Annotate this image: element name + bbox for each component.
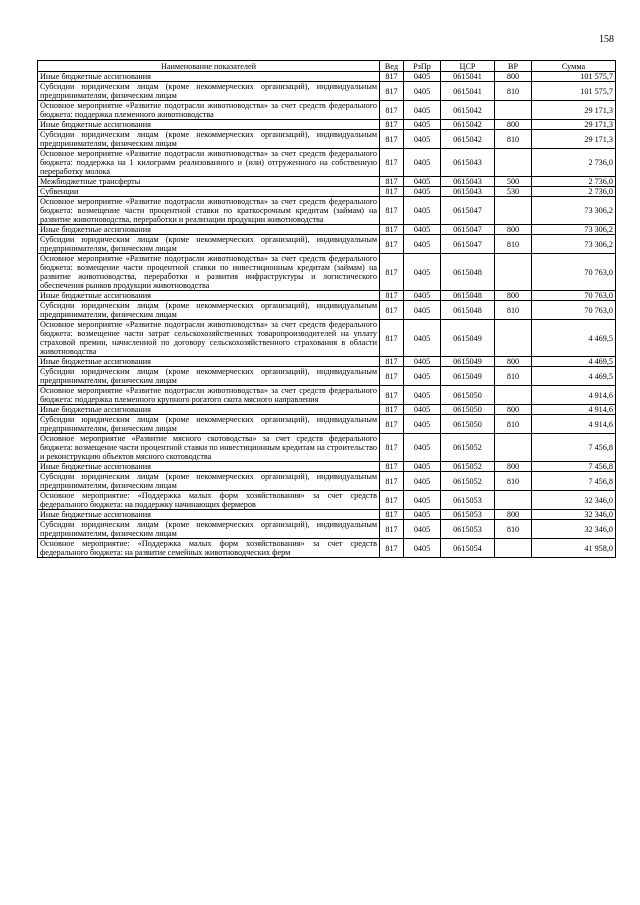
cell-sum: 70 763,0	[532, 301, 616, 320]
cell-csr: 0615041	[441, 72, 495, 82]
cell-sum: 70 763,0	[532, 291, 616, 301]
cell-ved: 817	[380, 320, 404, 357]
cell-vr: 810	[495, 520, 532, 539]
column-header-sum: Сумма	[532, 61, 616, 72]
cell-vr	[495, 149, 532, 177]
cell-vr	[495, 197, 532, 225]
table-row	[38, 539, 616, 558]
cell-rzpr: 0405	[404, 82, 441, 101]
cell-vr: 810	[495, 235, 532, 254]
cell-rzpr: 0405	[404, 101, 441, 120]
cell-sum: 29 171,3	[532, 101, 616, 120]
cell-csr: 0615042	[441, 130, 495, 149]
cell-sum: 32 346,0	[532, 510, 616, 520]
cell-csr: 0615052	[441, 462, 495, 472]
cell-rzpr: 0405	[404, 177, 441, 187]
cell-sum: 41 958,0	[532, 539, 616, 558]
cell-sum: 4 469,5	[532, 320, 616, 357]
cell-csr: 0615050	[441, 405, 495, 415]
cell-csr: 0615048	[441, 254, 495, 291]
cell-name: Иные бюджетные ассигнования	[38, 405, 380, 415]
cell-ved: 817	[380, 291, 404, 301]
cell-sum: 29 171,3	[532, 130, 616, 149]
cell-ved: 817	[380, 357, 404, 367]
cell-vr	[495, 386, 532, 405]
cell-name: Иные бюджетные ассигнования	[38, 510, 380, 520]
cell-name: Основное мероприятие «Развитие мясного скотоводства» за счет средств федерального бюджета: возмещение части процентной ставки по инвестиционным кредитам на строительство и реконструкцию объектов мясного скотоводства	[38, 434, 380, 462]
table-row	[38, 72, 616, 82]
cell-csr: 0615048	[441, 291, 495, 301]
cell-ved: 817	[380, 235, 404, 254]
cell-ved: 817	[380, 510, 404, 520]
cell-sum: 4 914,6	[532, 415, 616, 434]
table-row	[38, 254, 616, 291]
column-header-vr: ВР	[495, 61, 532, 72]
cell-name: Основное мероприятие «Развитие подотрасли животноводства» за счет средств федерального бюджета: поддержка на 1 килограмм реализованного и (или) отгруженного на собственную переработку молока	[38, 149, 380, 177]
cell-csr: 0615043	[441, 187, 495, 197]
cell-csr: 0615047	[441, 235, 495, 254]
table-row	[38, 177, 616, 187]
cell-csr: 0615053	[441, 491, 495, 510]
cell-sum: 29 171,3	[532, 120, 616, 130]
cell-rzpr: 0405	[404, 130, 441, 149]
table-row	[38, 434, 616, 462]
cell-rzpr: 0405	[404, 320, 441, 357]
cell-rzpr: 0405	[404, 149, 441, 177]
cell-rzpr: 0405	[404, 120, 441, 130]
cell-name: Иные бюджетные ассигнования	[38, 462, 380, 472]
cell-sum: 73 306,2	[532, 225, 616, 235]
cell-csr: 0615050	[441, 415, 495, 434]
cell-vr	[495, 539, 532, 558]
cell-vr	[495, 491, 532, 510]
cell-sum: 73 306,2	[532, 235, 616, 254]
cell-rzpr: 0405	[404, 510, 441, 520]
cell-ved: 817	[380, 72, 404, 82]
table-row	[38, 301, 616, 320]
cell-sum: 32 346,0	[532, 491, 616, 510]
cell-csr: 0615043	[441, 149, 495, 177]
cell-name: Субсидии юридическим лицам (кроме некоммерческих организаций), индивидуальным предпринимателям, физическим лицам	[38, 235, 380, 254]
cell-csr: 0615053	[441, 510, 495, 520]
cell-name: Субвенции	[38, 187, 380, 197]
cell-name: Иные бюджетные ассигнования	[38, 357, 380, 367]
cell-rzpr: 0405	[404, 472, 441, 491]
cell-ved: 817	[380, 101, 404, 120]
page-number: 158	[599, 34, 614, 45]
cell-ved: 817	[380, 434, 404, 462]
cell-name: Основное мероприятие: «Поддержка малых форм хозяйствования» за счет средств федерального бюджета: на развитие семейных животноводческих ферм	[38, 539, 380, 558]
table-row	[38, 120, 616, 130]
cell-rzpr: 0405	[404, 225, 441, 235]
cell-rzpr: 0405	[404, 254, 441, 291]
table-row	[38, 235, 616, 254]
cell-name: Основное мероприятие «Развитие подотрасли животноводства» за счет средств федерального бюджета: возмещение части процентной ставки по краткосрочным кредитам (займам) на развитие животноводства, переработки и реализации продукции животноводства	[38, 197, 380, 225]
table-row	[38, 320, 616, 357]
cell-name: Субсидии юридическим лицам (кроме некоммерческих организаций), индивидуальным предпринимателям, физическим лицам	[38, 415, 380, 434]
cell-vr: 800	[495, 405, 532, 415]
cell-ved: 817	[380, 367, 404, 386]
column-header-ved: Вед	[380, 61, 404, 72]
cell-csr: 0615053	[441, 520, 495, 539]
cell-rzpr: 0405	[404, 235, 441, 254]
cell-name: Основное мероприятие «Развитие подотрасли животноводства» за счет средств федерального бюджета: поддержка племенного животноводства	[38, 101, 380, 120]
cell-rzpr: 0405	[404, 367, 441, 386]
table-row	[38, 187, 616, 197]
cell-vr: 810	[495, 82, 532, 101]
cell-name: Иные бюджетные ассигнования	[38, 72, 380, 82]
cell-vr: 810	[495, 367, 532, 386]
table-row	[38, 82, 616, 101]
cell-sum: 7 456,8	[532, 472, 616, 491]
cell-ved: 817	[380, 301, 404, 320]
cell-ved: 817	[380, 405, 404, 415]
cell-csr: 0615049	[441, 357, 495, 367]
cell-ved: 817	[380, 82, 404, 101]
cell-vr	[495, 101, 532, 120]
table-row	[38, 520, 616, 539]
cell-ved: 817	[380, 177, 404, 187]
cell-csr: 0615054	[441, 539, 495, 558]
cell-csr: 0615041	[441, 82, 495, 101]
cell-ved: 817	[380, 520, 404, 539]
cell-sum: 101 575,7	[532, 72, 616, 82]
cell-name: Иные бюджетные ассигнования	[38, 120, 380, 130]
cell-name: Основное мероприятие «Развитие подотрасли животноводства» за счет средств федерального бюджета: возмещение части затрат сельскохозяйственных товаропроизводителей на уплату страховой премии, начисленной по договору сельскохозяйственного страхования в области животноводства	[38, 320, 380, 357]
cell-ved: 817	[380, 415, 404, 434]
cell-rzpr: 0405	[404, 491, 441, 510]
cell-rzpr: 0405	[404, 405, 441, 415]
table-row	[38, 472, 616, 491]
cell-sum: 73 306,2	[532, 197, 616, 225]
cell-vr	[495, 320, 532, 357]
cell-name: Субсидии юридическим лицам (кроме некоммерческих организаций), индивидуальным предпринимателям, физическим лицам	[38, 301, 380, 320]
cell-sum: 101 575,7	[532, 82, 616, 101]
cell-rzpr: 0405	[404, 197, 441, 225]
table-row	[38, 149, 616, 177]
cell-rzpr: 0405	[404, 434, 441, 462]
cell-name: Субсидии юридическим лицам (кроме некоммерческих организаций), индивидуальным предпринимателям, физическим лицам	[38, 520, 380, 539]
cell-vr: 500	[495, 177, 532, 187]
cell-vr: 800	[495, 120, 532, 130]
cell-ved: 817	[380, 386, 404, 405]
cell-sum: 4 469,5	[532, 357, 616, 367]
cell-vr: 810	[495, 415, 532, 434]
cell-name: Межбюджетные трансферты	[38, 177, 380, 187]
cell-sum: 2 736,0	[532, 177, 616, 187]
cell-csr: 0615042	[441, 101, 495, 120]
cell-rzpr: 0405	[404, 357, 441, 367]
cell-name: Субсидии юридическим лицам (кроме некоммерческих организаций), индивидуальным предпринимателям, физическим лицам	[38, 472, 380, 491]
cell-sum: 2 736,0	[532, 187, 616, 197]
cell-sum: 2 736,0	[532, 149, 616, 177]
table-row	[38, 367, 616, 386]
cell-rzpr: 0405	[404, 187, 441, 197]
cell-sum: 32 346,0	[532, 520, 616, 539]
cell-vr: 800	[495, 510, 532, 520]
cell-ved: 817	[380, 197, 404, 225]
cell-vr: 800	[495, 462, 532, 472]
cell-name: Иные бюджетные ассигнования	[38, 225, 380, 235]
cell-ved: 817	[380, 130, 404, 149]
column-header-csr: ЦСР	[441, 61, 495, 72]
table-row	[38, 357, 616, 367]
cell-name: Субсидии юридическим лицам (кроме некоммерческих организаций), индивидуальным предпринимателям, физическим лицам	[38, 130, 380, 149]
table-row	[38, 462, 616, 472]
cell-vr: 800	[495, 72, 532, 82]
cell-ved: 817	[380, 120, 404, 130]
cell-sum: 4 914,6	[532, 405, 616, 415]
table-row	[38, 491, 616, 510]
cell-ved: 817	[380, 491, 404, 510]
cell-ved: 817	[380, 225, 404, 235]
cell-ved: 817	[380, 472, 404, 491]
cell-vr: 800	[495, 291, 532, 301]
cell-csr: 0615049	[441, 320, 495, 357]
table-row	[38, 405, 616, 415]
cell-name: Основное мероприятие «Развитие подотрасли животноводства» за счет средств федерального бюджета: поддержка племенного крупного рогатого скота мясного направления	[38, 386, 380, 405]
cell-vr: 810	[495, 472, 532, 491]
budget-table	[37, 60, 616, 558]
table-row	[38, 197, 616, 225]
cell-sum: 70 763,0	[532, 254, 616, 291]
cell-vr	[495, 434, 532, 462]
cell-name: Иные бюджетные ассигнования	[38, 291, 380, 301]
table-row	[38, 415, 616, 434]
cell-csr: 0615048	[441, 301, 495, 320]
cell-name: Основное мероприятие «Развитие подотрасли животноводства» за счет средств федерального бюджета: возмещение части процентной ставки по инвестиционным кредитам (займам) на развитие животноводства, переработки и развития инфраструктуры и логистического обеспечения рынков продукции животноводства	[38, 254, 380, 291]
cell-csr: 0615042	[441, 120, 495, 130]
table-row	[38, 130, 616, 149]
cell-csr: 0615047	[441, 225, 495, 235]
table-header-row	[38, 61, 616, 72]
cell-csr: 0615043	[441, 177, 495, 187]
table-body	[38, 72, 616, 558]
cell-sum: 4 469,5	[532, 367, 616, 386]
cell-rzpr: 0405	[404, 291, 441, 301]
column-header-name: Наименование показателей	[38, 61, 380, 72]
cell-csr: 0615052	[441, 472, 495, 491]
cell-ved: 817	[380, 539, 404, 558]
cell-sum: 4 914,6	[532, 386, 616, 405]
cell-csr: 0615052	[441, 434, 495, 462]
cell-name: Субсидии юридическим лицам (кроме некоммерческих организаций), индивидуальным предпринимателям, физическим лицам	[38, 367, 380, 386]
table-row	[38, 225, 616, 235]
cell-rzpr: 0405	[404, 539, 441, 558]
cell-rzpr: 0405	[404, 386, 441, 405]
cell-rzpr: 0405	[404, 72, 441, 82]
table-row	[38, 291, 616, 301]
cell-rzpr: 0405	[404, 301, 441, 320]
cell-vr: 810	[495, 301, 532, 320]
cell-csr: 0615049	[441, 367, 495, 386]
cell-ved: 817	[380, 462, 404, 472]
cell-vr: 800	[495, 357, 532, 367]
cell-csr: 0615050	[441, 386, 495, 405]
table-row	[38, 101, 616, 120]
column-header-rzpr: РзПр	[404, 61, 441, 72]
cell-vr: 800	[495, 225, 532, 235]
cell-rzpr: 0405	[404, 415, 441, 434]
table-row	[38, 510, 616, 520]
cell-sum: 7 456,8	[532, 434, 616, 462]
cell-rzpr: 0405	[404, 462, 441, 472]
cell-vr: 530	[495, 187, 532, 197]
cell-vr	[495, 254, 532, 291]
cell-sum: 7 456,8	[532, 462, 616, 472]
cell-name: Субсидии юридическим лицам (кроме некоммерческих организаций), индивидуальным предпринимателям, физическим лицам	[38, 82, 380, 101]
cell-name: Основное мероприятие: «Поддержка малых форм хозяйствования» за счет средств федерального бюджета: на поддержку начинающих фермеров	[38, 491, 380, 510]
cell-ved: 817	[380, 187, 404, 197]
cell-ved: 817	[380, 254, 404, 291]
cell-rzpr: 0405	[404, 520, 441, 539]
cell-csr: 0615047	[441, 197, 495, 225]
cell-vr: 810	[495, 130, 532, 149]
cell-ved: 817	[380, 149, 404, 177]
table-row	[38, 386, 616, 405]
